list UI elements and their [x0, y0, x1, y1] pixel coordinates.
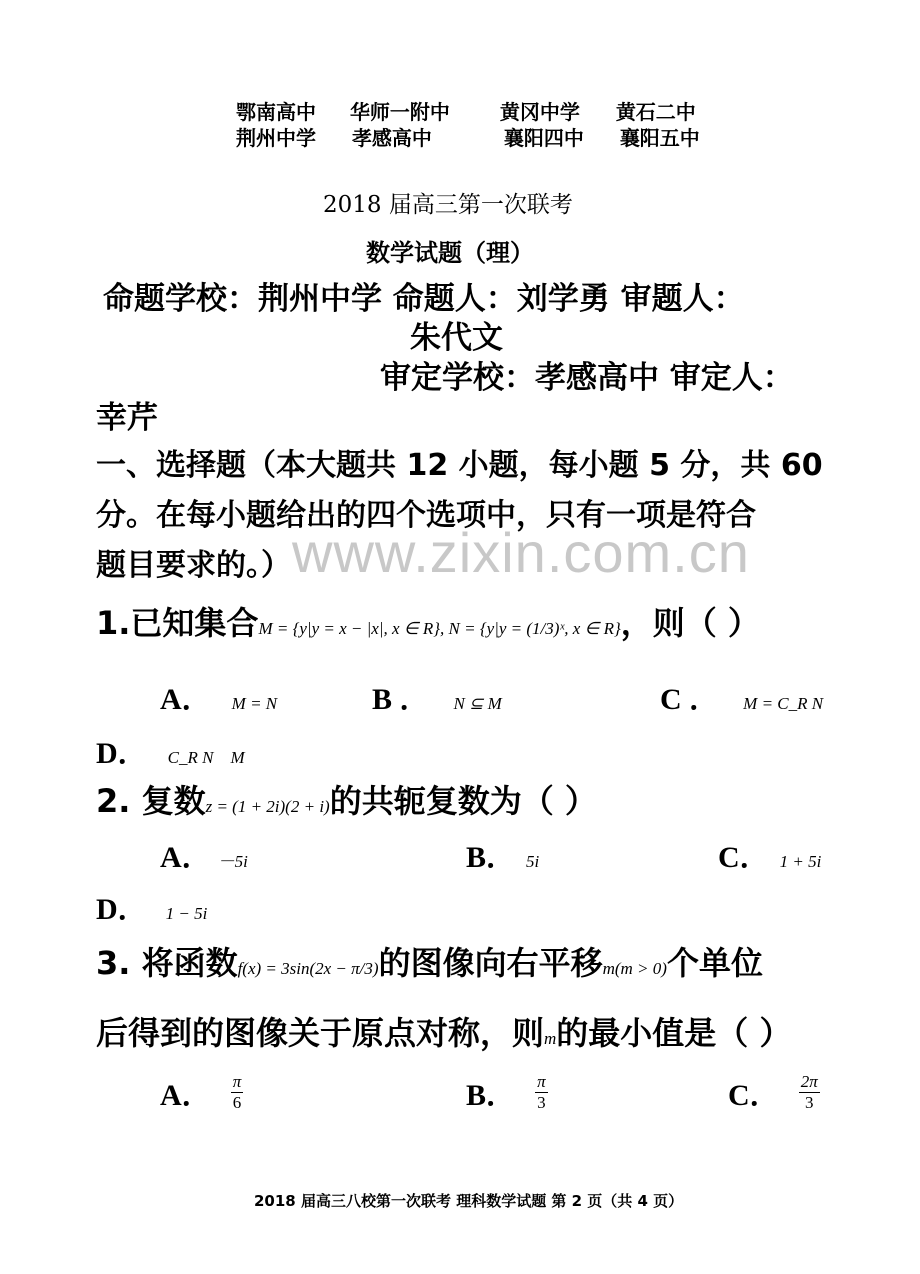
school-name: 孝感高中 [351, 126, 432, 150]
fraction-numerator: π [232, 1071, 242, 1091]
subject-title: 数学试题（理） [366, 239, 534, 267]
page-footer: 2018 届高三八校第一次联考 理科数学试题 第 2 页（共 4 页） [254, 1192, 684, 1210]
option-label: D． [96, 737, 148, 770]
option-label: B． [466, 1079, 517, 1112]
question-3-formula-2: m(m > 0) [602, 959, 667, 978]
question-1 [96, 598, 760, 644]
school-name: 鄂南高中 [236, 100, 316, 124]
question-3-line-2 [96, 1008, 791, 1054]
school-name: 襄阳四中 [503, 126, 584, 150]
option-formula: N ⊆ M [453, 694, 502, 713]
option-label: C． [728, 1079, 780, 1112]
question-3-suffix: 个单位 [666, 944, 763, 982]
section-heading-line-1: 一、选择题（本大题共 12 小题，每小题 5 分，共 60 [96, 448, 823, 483]
watermark: www.zixin.com.cn [292, 521, 750, 584]
option-label: A． [160, 683, 212, 716]
question-3-line-2-prefix: 后得到的图像关于原点对称，则 [96, 1014, 545, 1052]
question-3-formula: f(x) = 3sin(2x − π/3) [237, 959, 379, 978]
question-2-formula: z = (1 + 2i)(2 + i) [205, 797, 330, 816]
option-fraction [231, 1072, 244, 1113]
school-name: 华师一附中 [349, 100, 450, 124]
option-fraction [535, 1072, 548, 1113]
option-label: C． [718, 841, 770, 874]
option-formula: C_R N M [167, 748, 245, 767]
option-label: D． [96, 893, 148, 926]
fraction-denominator: 3 [537, 1092, 546, 1112]
question-3-line-1 [96, 938, 763, 984]
author-line-3: 审定学校：孝感高中 审定人： [380, 360, 794, 396]
q2-option-b [466, 832, 539, 876]
fraction-numerator: 2π [800, 1071, 818, 1091]
fraction-denominator: 6 [232, 1092, 242, 1112]
school-name: 荆州中学 [236, 126, 316, 150]
option-fraction [799, 1072, 820, 1113]
section-heading-line-2: 分。在每小题给出的四个选项中，只有一项是符合 [96, 498, 756, 533]
q1-option-c [660, 674, 823, 718]
option-label: B ． [372, 683, 430, 716]
author-line-1: 命题学校：荆州中学 命题人：刘学勇 审题人： [103, 281, 745, 317]
option-label: C ． [660, 683, 720, 716]
question-3-mid: 的图像向右平移 [378, 944, 603, 982]
q2-option-c [718, 832, 821, 876]
school-name: 黄冈中学 [499, 100, 580, 124]
option-label: B． [466, 841, 517, 874]
option-label: A． [160, 841, 212, 874]
option-formula: M = N [231, 694, 278, 713]
q3-option-b [466, 1070, 548, 1114]
option-formula: M = C_R N [743, 694, 824, 713]
question-3-variable: m [544, 1029, 557, 1048]
option-formula: 1 − 5i [165, 904, 208, 923]
option-formula: 5i [526, 852, 540, 871]
section-heading-line-3: 题目要求的。） [96, 548, 291, 583]
fraction-denominator: 3 [805, 1092, 814, 1112]
school-list-row-1 [236, 96, 696, 125]
question-3-prefix: 3. 将函数 [96, 944, 238, 982]
author-line-4: 幸芹 [96, 400, 158, 436]
q1-option-a [160, 674, 277, 718]
question-3-line-2-suffix: 的最小值是（ ） [556, 1014, 792, 1052]
question-2-prefix: 2. 复数 [96, 782, 206, 820]
school-name: 黄石二中 [615, 100, 696, 124]
question-1-suffix: ，则（ ） [620, 604, 760, 642]
question-2 [96, 776, 597, 822]
q3-option-a [160, 1070, 243, 1114]
option-label: A． [160, 1079, 212, 1112]
q2-option-d [96, 884, 207, 928]
q2-option-a [160, 832, 248, 876]
school-name: 襄阳五中 [619, 126, 700, 150]
exam-title: 2018 届高三第一次联考 [323, 192, 573, 218]
fraction-numerator: π [537, 1071, 546, 1091]
question-1-prefix: 1.已知集合 [96, 604, 259, 642]
question-1-formula: M = {y|y = x − |x|, x ∈ R}, N = {y|y = (1/3)ˣ, x ∈ R} [258, 619, 621, 638]
q1-option-d [96, 728, 245, 772]
option-formula: －5i [217, 852, 248, 871]
school-list-row-2 [236, 122, 700, 151]
q3-option-c [728, 1070, 820, 1114]
q1-option-b [372, 674, 502, 718]
question-2-suffix: 的共轭复数为（ ） [329, 782, 597, 820]
option-formula: 1 + 5i [779, 852, 822, 871]
author-line-2: 朱代文 [410, 320, 503, 356]
